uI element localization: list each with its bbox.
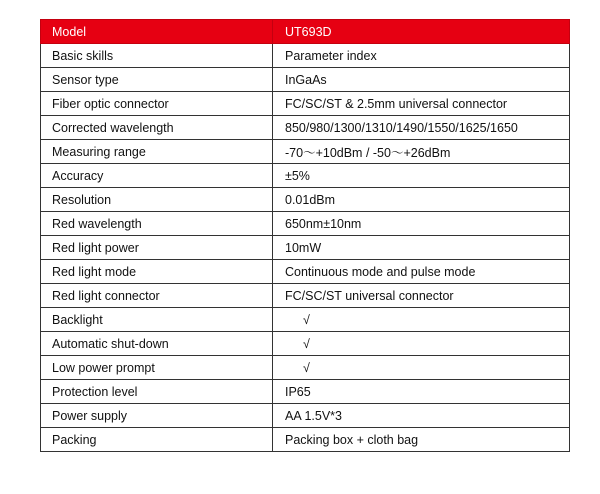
row-label: Fiber optic connector — [41, 92, 273, 116]
header-value: UT693D — [273, 20, 570, 44]
table-row — [41, 92, 570, 116]
row-value: Parameter index — [273, 44, 570, 68]
check-mark-icon: √ — [303, 336, 310, 351]
row-label: Red light power — [41, 236, 273, 260]
table-row — [41, 428, 570, 452]
row-label: Automatic shut-down — [41, 332, 273, 356]
table-row — [41, 212, 570, 236]
table-row — [41, 44, 570, 68]
row-value: 10mW — [273, 236, 570, 260]
table-row — [41, 260, 570, 284]
row-label: Protection level — [41, 380, 273, 404]
spec-table — [40, 19, 570, 452]
row-value: IP65 — [273, 380, 570, 404]
row-label: Packing — [41, 428, 273, 452]
row-value: ±5% — [273, 164, 570, 188]
row-value: Packing box + cloth bag — [273, 428, 570, 452]
table-row — [41, 236, 570, 260]
table-row — [41, 404, 570, 428]
check-mark-icon: √ — [303, 360, 310, 375]
row-label: Red light mode — [41, 260, 273, 284]
row-value: -70～+10dBm / -50～+26dBm — [273, 140, 570, 164]
row-value — [273, 332, 570, 356]
row-label: Sensor type — [41, 68, 273, 92]
row-value: 850/980/1300/1310/1490/1550/1625/1650 — [273, 116, 570, 140]
row-label: Resolution — [41, 188, 273, 212]
row-label: Accuracy — [41, 164, 273, 188]
check-mark-icon: √ — [303, 312, 310, 327]
row-label: Backlight — [41, 308, 273, 332]
row-value: FC/SC/ST & 2.5mm universal connector — [273, 92, 570, 116]
table-row — [41, 332, 570, 356]
row-label: Measuring range — [41, 140, 273, 164]
row-value: AA 1.5V*3 — [273, 404, 570, 428]
row-label: Red wavelength — [41, 212, 273, 236]
row-value: 0.01dBm — [273, 188, 570, 212]
row-label: Power supply — [41, 404, 273, 428]
row-value — [273, 356, 570, 380]
table-header-row — [41, 20, 570, 44]
row-label: Low power prompt — [41, 356, 273, 380]
table-row — [41, 188, 570, 212]
table-row — [41, 308, 570, 332]
table-row — [41, 284, 570, 308]
table-row — [41, 140, 570, 164]
row-value: 650nm±10nm — [273, 212, 570, 236]
table-row — [41, 164, 570, 188]
row-value: FC/SC/ST universal connector — [273, 284, 570, 308]
row-value: InGaAs — [273, 68, 570, 92]
table-row — [41, 68, 570, 92]
table-row — [41, 116, 570, 140]
table-row — [41, 356, 570, 380]
row-label: Corrected wavelength — [41, 116, 273, 140]
row-label: Basic skills — [41, 44, 273, 68]
row-value — [273, 308, 570, 332]
header-label: Model — [41, 20, 273, 44]
row-value: Continuous mode and pulse mode — [273, 260, 570, 284]
row-label: Red light connector — [41, 284, 273, 308]
table-row — [41, 380, 570, 404]
